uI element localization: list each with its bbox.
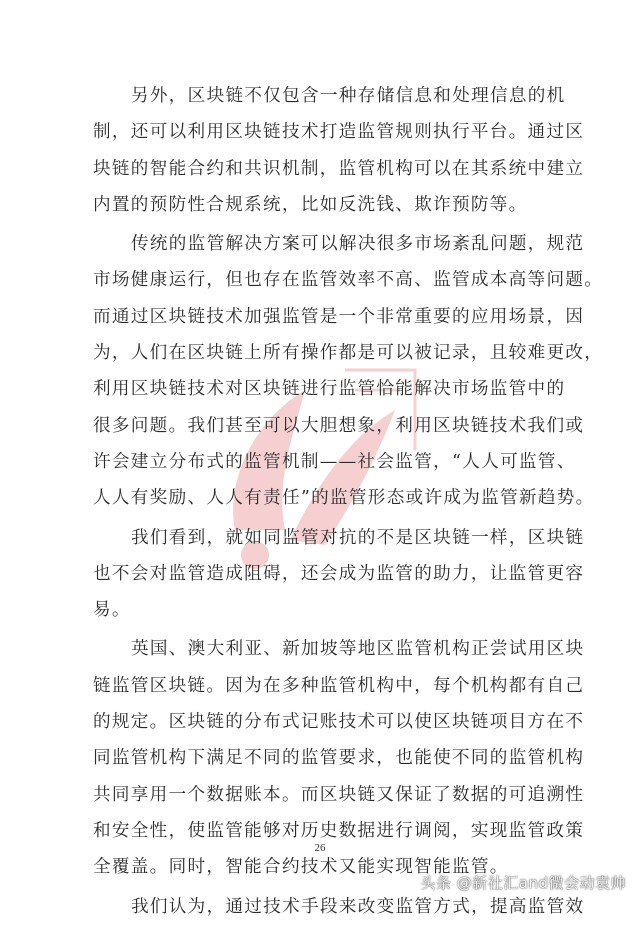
text-line: 链监管区块链。因为在多种监管机构中，每个机构都有自己: [93, 675, 585, 696]
document-body: [93, 78, 604, 928]
text-line: 而通过区块链技术加强监管是一个非常重要的应用场景，因: [93, 306, 585, 327]
paragraph: [93, 889, 585, 925]
text-line: 许会建立分布式的监管机制——社会监管，“人人可监管、: [93, 451, 576, 472]
text-line: 制，还可以利用区块链技术打造监管规则执行平台。通过区: [93, 122, 585, 143]
text-line: 英国、澳大利亚、新加坡等地区监管机构正尝试用区块: [131, 639, 585, 660]
text-line: 易。: [93, 600, 131, 621]
text-line: 很多问题。我们甚至可以大胆想象，利用区块链技术我们或: [93, 415, 585, 436]
text-line: 和安全性，使监管能够对历史数据进行调阅，实现监管政策: [93, 820, 585, 841]
page-number: 26: [314, 842, 326, 854]
text-line: 的规定。区块链的分布式记账技术可以使区块链项目方在不: [93, 712, 585, 733]
paragraph: [93, 520, 585, 629]
text-line: 同监管机构下满足不同的监管要求，也能使不同的监管机构: [93, 748, 585, 769]
paragraph: [93, 78, 585, 223]
footer-credit: 头条 @新社汇and微会动袁帅: [420, 874, 626, 892]
text-line: 为，人们在区块链上所有操作都是可以被记录，且较难更改，: [93, 343, 604, 364]
text-line: 我们认为，通过技术手段来改变监管方式，提高监管效: [131, 896, 585, 917]
text-line: 人人有奖励、人人有责任”的监管形态或许成为监管新趋势。: [93, 488, 595, 509]
text-line: 另外，区块链不仅包含一种存储信息和处理信息的机: [131, 86, 566, 106]
paragraph: [93, 226, 604, 516]
text-line: 共同享用一个数据账本。而区块链又保证了数据的可追溯性: [93, 784, 585, 805]
text-line: 市场健康运行，但也存在监管效率不高、监管成本高等问题。: [93, 270, 604, 291]
text-line: 全覆盖。同时，智能合约技术又能实现智能监管。: [93, 857, 509, 878]
text-line: 也不会对监管造成阻碍，还会成为监管的助力，让监管更容: [93, 563, 585, 584]
text-line: 传统的监管解决方案可以解决很多市场紊乱问题，规范: [131, 234, 585, 255]
text-line: 我们看到，就如同监管对抗的不是区块链一样，区块链: [131, 527, 585, 548]
text-line: 块链的智能合约和共识机制，监管机构可以在其系统中建立: [93, 158, 585, 179]
text-line: 利用区块链技术对区块链进行监管恰能解决市场监管中的: [93, 379, 566, 400]
text-line: 内置的预防性合规系统，比如反洗钱、欺诈预防等。: [93, 194, 528, 215]
